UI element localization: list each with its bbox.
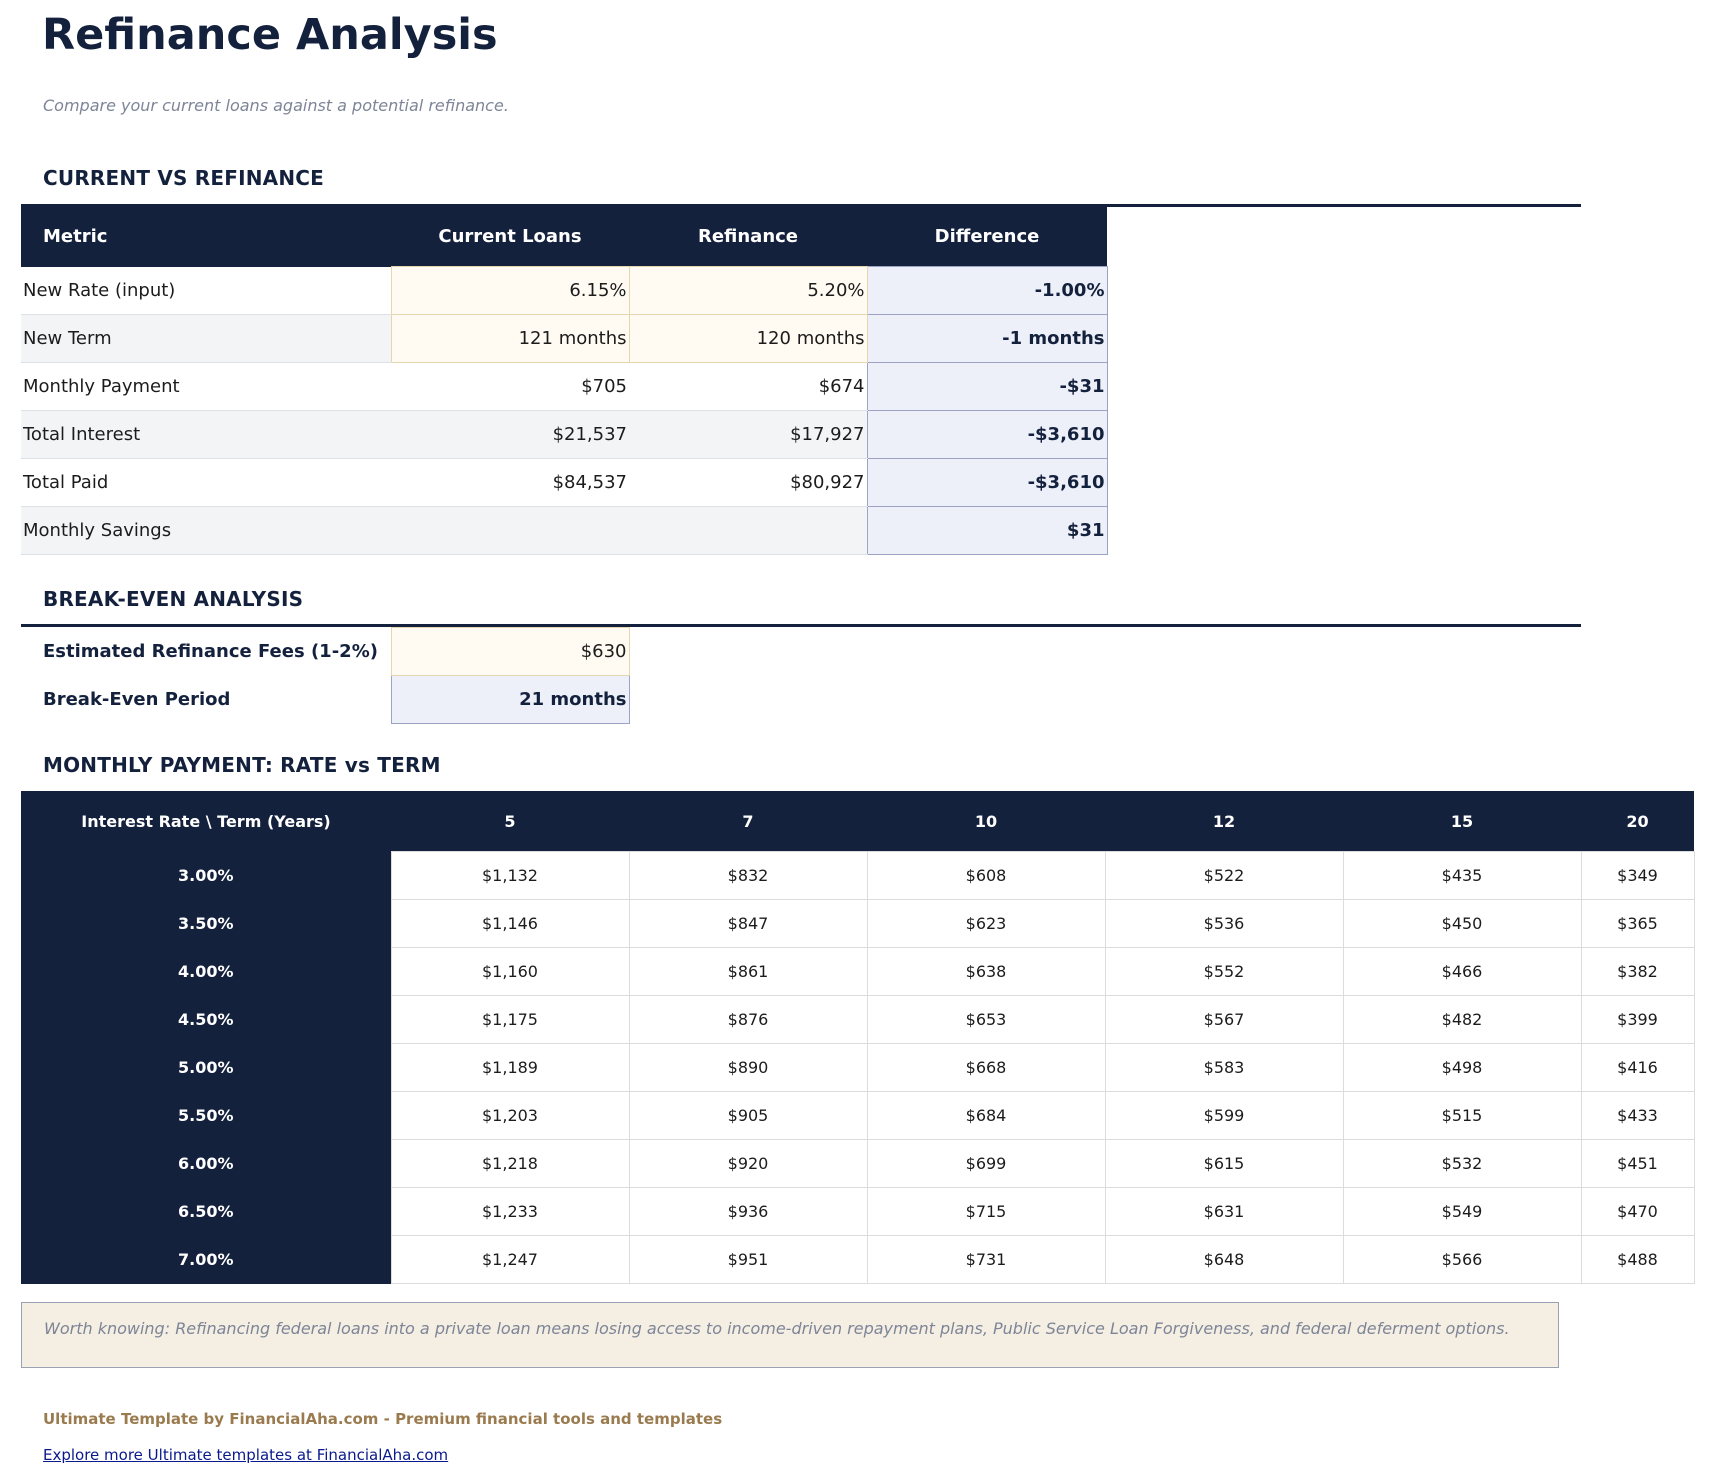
rate-label: 3.00%	[21, 852, 391, 900]
term-header: 12	[1105, 791, 1343, 852]
rate-label: 7.00%	[21, 1236, 391, 1284]
payment-cell: $450	[1343, 900, 1581, 948]
fees-input[interactable]: $630	[391, 628, 629, 676]
refinance-note: Worth knowing: Refinancing federal loans into a private loan means losing access to income-driven repayment plans, Public Service Loan Forgiveness, and federal deferment options.	[21, 1302, 1559, 1368]
term-header: 20	[1581, 791, 1694, 852]
term-header: 10	[867, 791, 1105, 852]
payment-cell: $1,233	[391, 1188, 629, 1236]
payment-cell: $615	[1105, 1140, 1343, 1188]
matrix-row	[21, 996, 1694, 1044]
payment-matrix-table	[21, 791, 1695, 1284]
comparison-row-new-rate	[21, 267, 1107, 315]
page-subtitle: Compare your current loans against a potential refinance.	[43, 96, 509, 115]
payment-cell: $567	[1105, 996, 1343, 1044]
payment-cell: $515	[1343, 1092, 1581, 1140]
comparison-row-monthly-payment	[21, 363, 1107, 411]
term-header: 15	[1343, 791, 1581, 852]
payment-cell: $1,132	[391, 852, 629, 900]
payment-cell: $668	[867, 1044, 1105, 1092]
payment-cell: $951	[629, 1236, 867, 1284]
payment-cell: $599	[1105, 1092, 1343, 1140]
rate-label: 6.00%	[21, 1140, 391, 1188]
payment-cell: $488	[1581, 1236, 1694, 1284]
matrix-row	[21, 1044, 1694, 1092]
current-value: $21,537	[391, 411, 629, 459]
current-value: $84,537	[391, 459, 629, 507]
payment-cell: $1,247	[391, 1236, 629, 1284]
row-label: New Term	[21, 315, 391, 363]
term-header: 7	[629, 791, 867, 852]
payment-cell: $416	[1581, 1044, 1694, 1092]
matrix-header-row	[21, 791, 1694, 852]
payment-cell: $623	[867, 900, 1105, 948]
payment-cell: $433	[1581, 1092, 1694, 1140]
payment-cell: $566	[1343, 1236, 1581, 1284]
row-label: Monthly Payment	[21, 363, 391, 411]
monthly-savings-value: $31	[867, 507, 1107, 555]
footer-brand: Ultimate Template by FinancialAha.com - Premium financial tools and templates	[43, 1410, 723, 1428]
header-metric: Metric	[21, 206, 391, 267]
current-rate-input[interactable]: 6.15%	[391, 267, 629, 315]
matrix-section-title: MONTHLY PAYMENT: RATE vs TERM	[43, 753, 441, 777]
term-header: 5	[391, 791, 629, 852]
matrix-row	[21, 1188, 1694, 1236]
header-current-loans: Current Loans	[391, 206, 629, 267]
row-label: Total Interest	[21, 411, 391, 459]
term-difference: -1 months	[867, 315, 1107, 363]
matrix-corner-label: Interest Rate \ Term (Years)	[21, 791, 391, 852]
matrix-row	[21, 900, 1694, 948]
payment-cell: $861	[629, 948, 867, 996]
payment-cell: $536	[1105, 900, 1343, 948]
refinance-value: $17,927	[629, 411, 867, 459]
page-title: Refinance Analysis	[42, 10, 498, 60]
payment-cell: $482	[1343, 996, 1581, 1044]
break-even-label: Break-Even Period	[43, 689, 231, 710]
payment-cell: $583	[1105, 1044, 1343, 1092]
payment-cell: $905	[629, 1092, 867, 1140]
row-label: New Rate (input)	[21, 267, 391, 315]
row-label: Total Paid	[21, 459, 391, 507]
payment-cell: $365	[1581, 900, 1694, 948]
payment-cell: $498	[1343, 1044, 1581, 1092]
refinance-rate-input[interactable]: 5.20%	[629, 267, 867, 315]
refinance-value: $674	[629, 363, 867, 411]
payment-cell: $1,146	[391, 900, 629, 948]
refinance-term-input[interactable]: 120 months	[629, 315, 867, 363]
rate-difference: -1.00%	[867, 267, 1107, 315]
payment-cell: $847	[629, 900, 867, 948]
rate-label: 4.00%	[21, 948, 391, 996]
payment-cell: $638	[867, 948, 1105, 996]
payment-cell: $936	[629, 1188, 867, 1236]
payment-cell: $451	[1581, 1140, 1694, 1188]
payment-cell: $731	[867, 1236, 1105, 1284]
break-even-section-title: BREAK-EVEN ANALYSIS	[43, 587, 304, 611]
break-even-table	[21, 627, 630, 724]
payment-cell: $1,175	[391, 996, 629, 1044]
payment-cell: $435	[1343, 852, 1581, 900]
current-term-input[interactable]: 121 months	[391, 315, 629, 363]
payment-cell: $349	[1581, 852, 1694, 900]
payment-cell: $715	[867, 1188, 1105, 1236]
refinance-value: $80,927	[629, 459, 867, 507]
break-even-value: 21 months	[391, 676, 629, 724]
payment-cell: $648	[1105, 1236, 1343, 1284]
payment-cell: $1,189	[391, 1044, 629, 1092]
matrix-row	[21, 1140, 1694, 1188]
payment-cell: $920	[629, 1140, 867, 1188]
payment-cell: $549	[1343, 1188, 1581, 1236]
header-difference: Difference	[867, 206, 1107, 267]
rate-label: 6.50%	[21, 1188, 391, 1236]
payment-cell: $608	[867, 852, 1105, 900]
payment-cell: $1,218	[391, 1140, 629, 1188]
comparison-row-monthly-savings	[21, 507, 1107, 555]
payment-cell: $684	[867, 1092, 1105, 1140]
payment-cell: $1,203	[391, 1092, 629, 1140]
payment-cell: $832	[629, 852, 867, 900]
header-refinance: Refinance	[629, 206, 867, 267]
payment-cell: $466	[1343, 948, 1581, 996]
matrix-row	[21, 1092, 1694, 1140]
comparison-row-total-paid	[21, 459, 1107, 507]
payment-cell: $699	[867, 1140, 1105, 1188]
rate-label: 4.50%	[21, 996, 391, 1044]
matrix-row	[21, 948, 1694, 996]
payment-cell: $876	[629, 996, 867, 1044]
payment-difference: -$31	[867, 363, 1107, 411]
payment-cell: $470	[1581, 1188, 1694, 1236]
payment-cell: $382	[1581, 948, 1694, 996]
payment-cell: $399	[1581, 996, 1694, 1044]
current-value: $705	[391, 363, 629, 411]
rate-label: 5.50%	[21, 1092, 391, 1140]
comparison-section-title: CURRENT VS REFINANCE	[43, 166, 325, 190]
fees-row	[21, 628, 629, 676]
payment-cell: $532	[1343, 1140, 1581, 1188]
current-value	[391, 507, 629, 555]
footer-link[interactable]: Explore more Ultimate templates at FinancialAha.com	[43, 1446, 449, 1464]
interest-difference: -$3,610	[867, 411, 1107, 459]
rate-label: 5.00%	[21, 1044, 391, 1092]
comparison-header-row	[21, 206, 1107, 267]
matrix-row	[21, 1236, 1694, 1284]
comparison-row-new-term	[21, 315, 1107, 363]
payment-cell: $522	[1105, 852, 1343, 900]
comparison-table	[21, 206, 1108, 555]
payment-cell: $1,160	[391, 948, 629, 996]
break-even-row	[21, 676, 629, 724]
comparison-row-total-interest	[21, 411, 1107, 459]
payment-cell: $890	[629, 1044, 867, 1092]
payment-cell: $631	[1105, 1188, 1343, 1236]
payment-cell: $653	[867, 996, 1105, 1044]
total-paid-difference: -$3,610	[867, 459, 1107, 507]
matrix-row	[21, 852, 1694, 900]
rate-label: 3.50%	[21, 900, 391, 948]
fees-label: Estimated Refinance Fees (1-2%)	[43, 641, 378, 662]
payment-cell: $552	[1105, 948, 1343, 996]
refinance-value	[629, 507, 867, 555]
row-label: Monthly Savings	[21, 507, 391, 555]
